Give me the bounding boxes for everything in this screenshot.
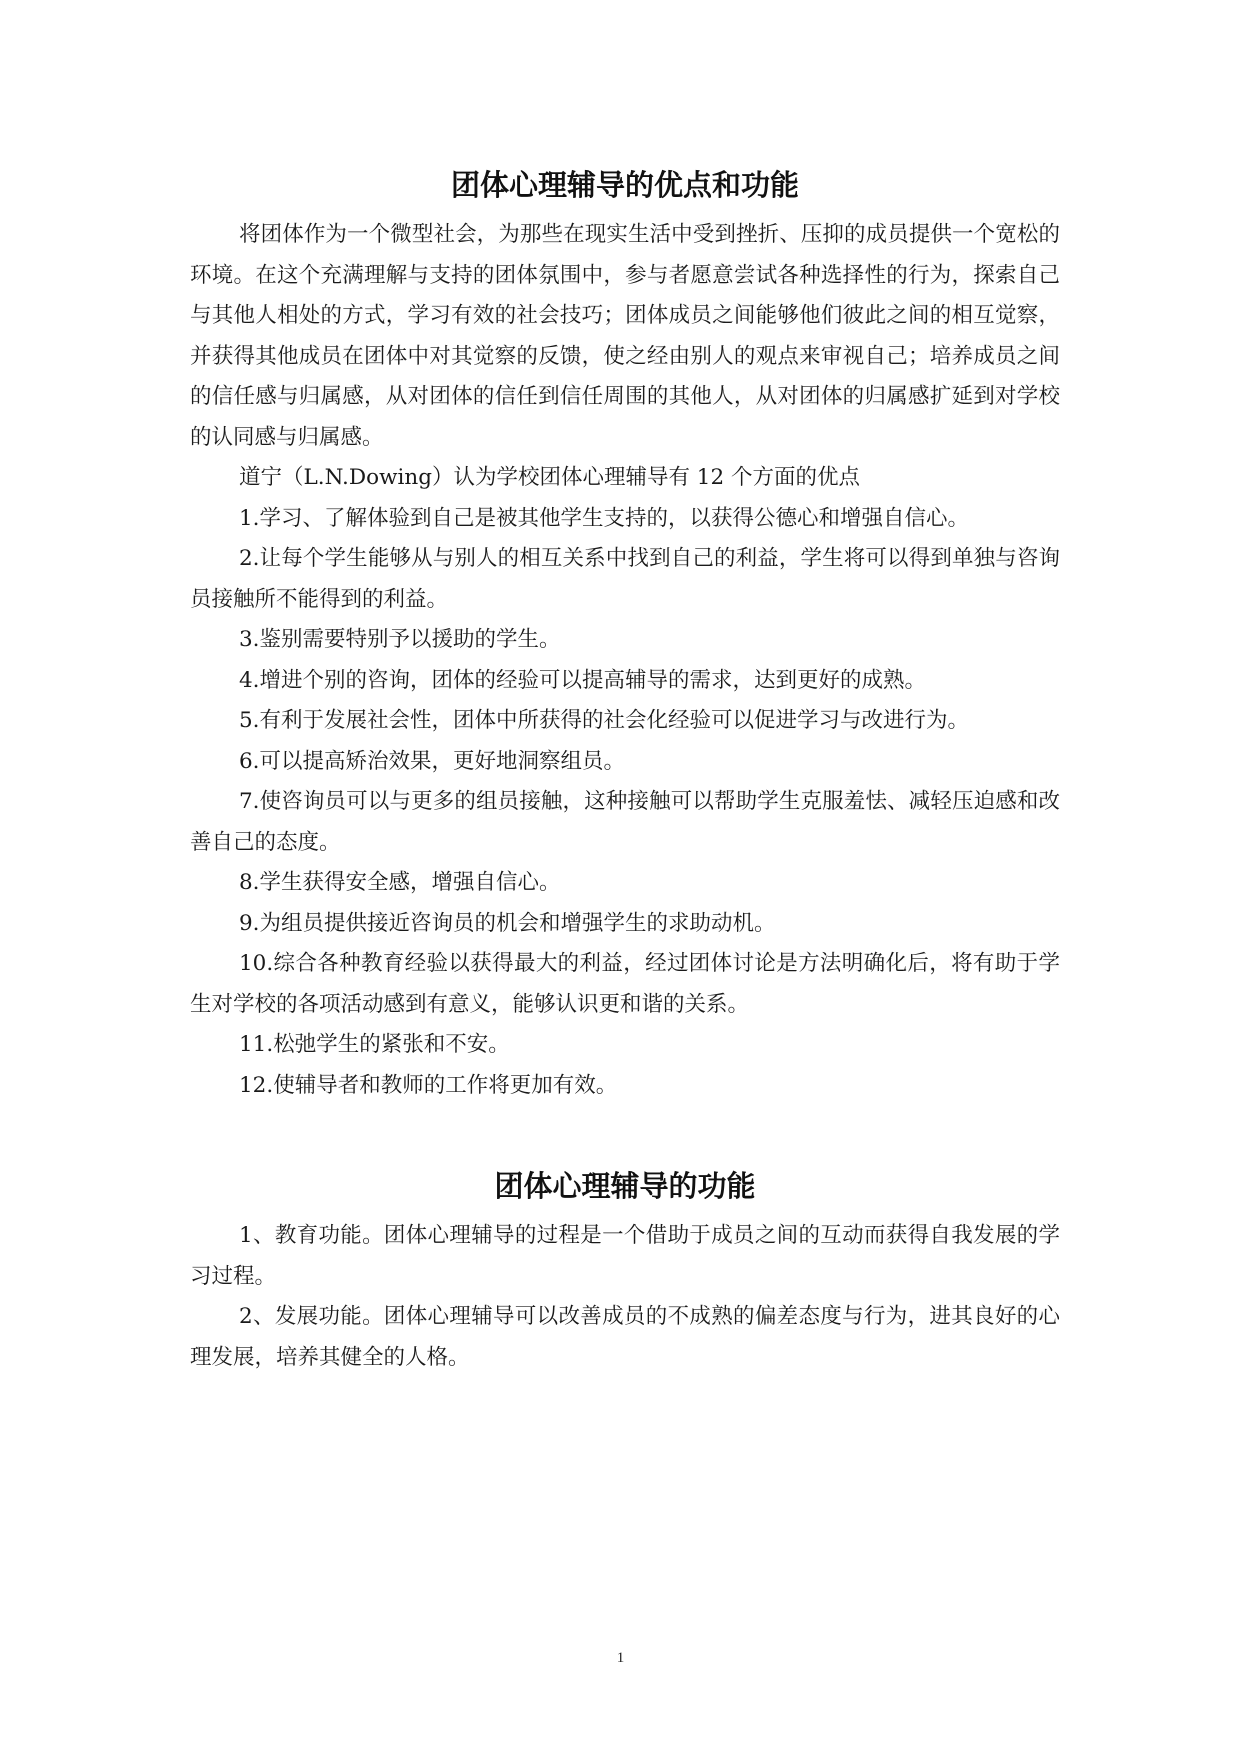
advantage-item-1: 1.学习、了解体验到自己是被其他学生支持的，以获得公德心和增强自信心。 [239, 505, 970, 531]
advantage-item-6: 6.可以提高矫治效果，更好地洞察组员。 [239, 748, 626, 774]
advantage-item-2: 2.让每个学生能够从与别人的相互关系中找到自己的利益，学生将可以得到单独与咨询员接触所不能得到的利益。 [190, 546, 1060, 612]
page-number: 1 [616, 1650, 625, 1666]
section-title-advantages: 团体心理辅导的优点和功能 [450, 168, 799, 202]
section-title-functions: 团体心理辅导的功能 [494, 1169, 756, 1203]
advantage-item-8: 8.学生获得安全感，增强自信心。 [239, 870, 561, 895]
advantage-item-4: 4.增进个别的咨询，团体的经验可以提高辅导的需求，达到更好的成熟。 [239, 667, 927, 693]
advantage-item-10: 10.综合各种教育经验以获得最大的利益，经过团体讨论是方法明确化后，将有助于学生对学校的各项活动感到有意义，能够认识更和谐的关系。 [190, 951, 1060, 1017]
page-content [190, 155, 1060, 1378]
advantage-item-3: 3.鉴别需要特别予以援助的学生。 [239, 627, 561, 652]
function-item-2: 2、发展功能。团体心理辅导可以改善成员的不成熟的偏差态度与行为，进其良好的心理发展，培养其健全的人格。 [190, 1304, 1060, 1370]
advantage-item-11: 11.松弛学生的紧张和不安。 [239, 1032, 510, 1057]
advantage-item-7: 7.使咨询员可以与更多的组员接触，这种接触可以帮助学生克服羞怯、减轻压迫感和改善自己的态度。 [190, 789, 1060, 855]
dowing-intro: 道宁（L.N.Dowing）认为学校团体心理辅导有 12 个方面的优点 [239, 465, 860, 490]
advantage-item-5: 5.有利于发展社会性，团体中所获得的社会化经验可以促进学习与改进行为。 [239, 708, 970, 733]
intro-paragraph: 将团体作为一个微型社会，为那些在现实生活中受到挫折、压抑的成员提供一个宽松的环境。在这个充满理解与支持的团体氛围中，参与者愿意尝试各种选择性的行为，探索自己与其他人相处的方式，学习有效的社会技巧；团体成员之间能够他们彼此之间的相互觉察，并获得其他成员在团体中对其觉察的反馈，使之经由别人的观点来审视自己；培养成员之间的信任感与归属感，从对团体的信任到信任周围的其他人，从对团体的归属感扩延到对学校的认同感与归属感。 [190, 222, 1060, 450]
function-item-1: 1、教育功能。团体心理辅导的过程是一个借助于成员之间的互动而获得自我发展的学习过程。 [190, 1223, 1060, 1289]
advantage-item-12: 12.使辅导者和教师的工作将更加有效。 [239, 1072, 618, 1098]
advantage-item-9: 9.为组员提供接近咨询员的机会和增强学生的求助动机。 [239, 910, 776, 936]
section-spacer [190, 1106, 1060, 1156]
